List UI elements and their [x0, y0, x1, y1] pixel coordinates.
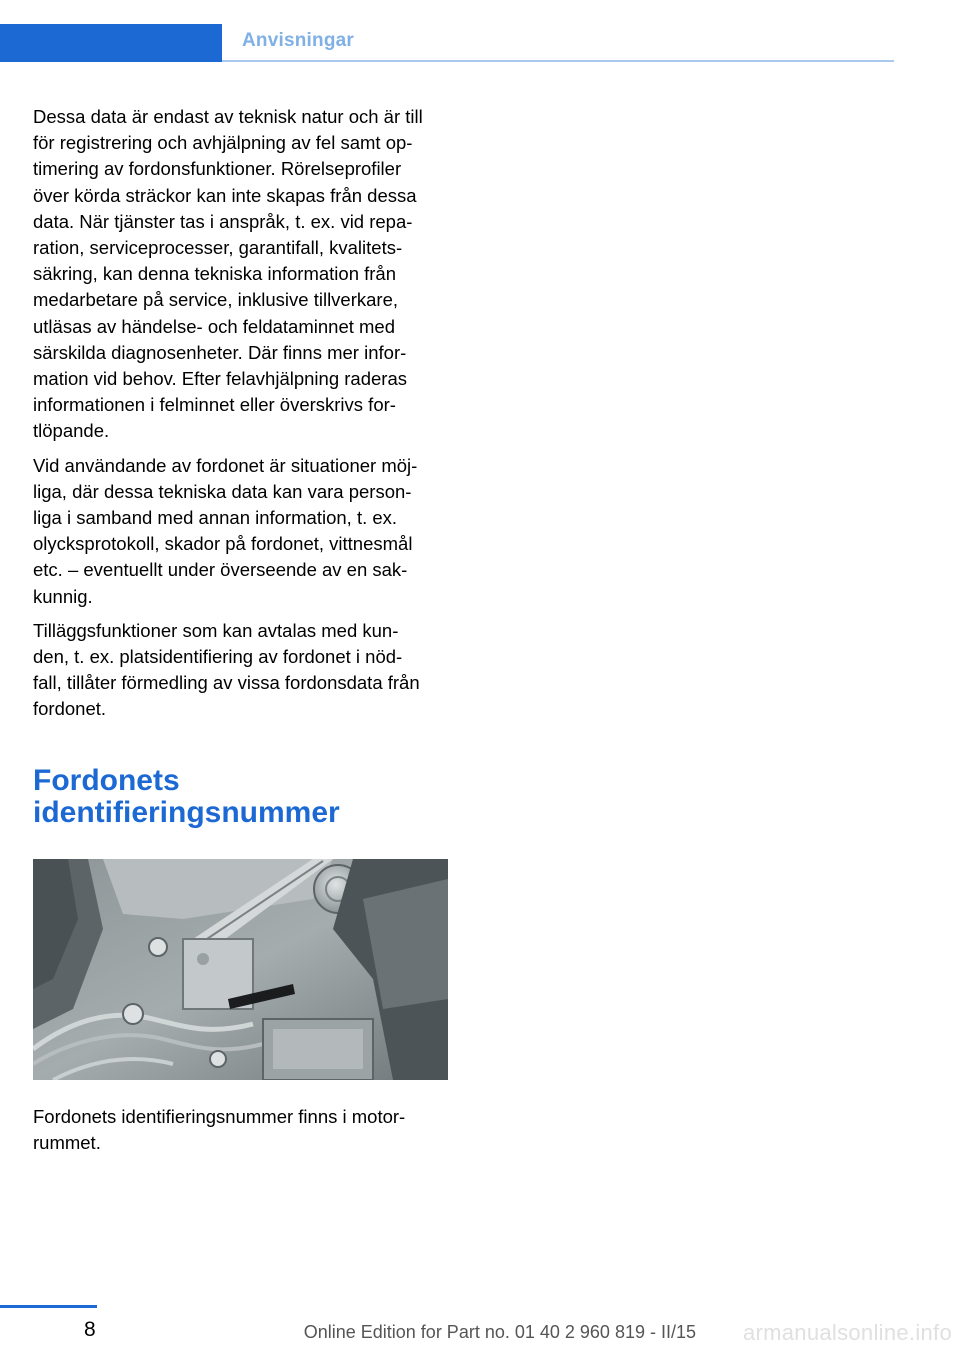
header-accent-bar	[0, 24, 222, 62]
header-divider	[222, 60, 894, 62]
watermark: armanualsonline.info	[742, 1320, 952, 1345]
page-number: 8	[84, 1318, 96, 1341]
engine-compartment-photo	[33, 859, 448, 1080]
paragraph-additional-functions: Tilläggsfunktioner som kan avtalas med kun‐ den, t. ex. platsidentifiering av fordonet i nöd‐ fall, tillåter förmedling av vissa fordonsdata från fordonet.	[33, 619, 420, 720]
section-heading: Fordonets identifieringsnummer	[33, 763, 340, 829]
edition-note: Online Edition for Part no. 01 40 2 960 819 - II/15	[303, 1322, 696, 1342]
paragraph-personal-data: Vid användande av fordonet är situationer möj‐ liga, där dessa tekniska data kan vara person‐ liga i samband med annan information, t. ex. olycksprotokoll, skador på fordonet, vittnesmål etc. – eventuellt under överseende av en sak‐ kunnig.	[33, 454, 418, 607]
footer-accent-rule	[0, 1305, 97, 1308]
main-column	[33, 104, 451, 1164]
section-title: Anvisningar	[242, 30, 354, 51]
figure-caption: Fordonets identifieringsnummer finns i motor‐ rummet.	[33, 1105, 406, 1153]
paragraph-data-nature: Dessa data är endast av teknisk natur och är till för registrering och avhjälpning av fel samt op‐ timering av fordonsfunktioner. Rörelseprofiler över körda sträckor kan inte skapas från dessa data. När tjänster tas i anspråk, t. ex. vid repa‐ ration, serviceprocesser, garantifall, kvalitets‐ säkring, kan denna tekniska information från medarbetare på service, inklusive tillverkare, utläsas av händelse- och feldataminnet med särskilda diagnosenheter. Där finns mer infor‐ mation vid behov. Efter felavhjälpning raderas informationen i felminnet eller överskrivs for‐ tlöpande.	[33, 106, 423, 442]
